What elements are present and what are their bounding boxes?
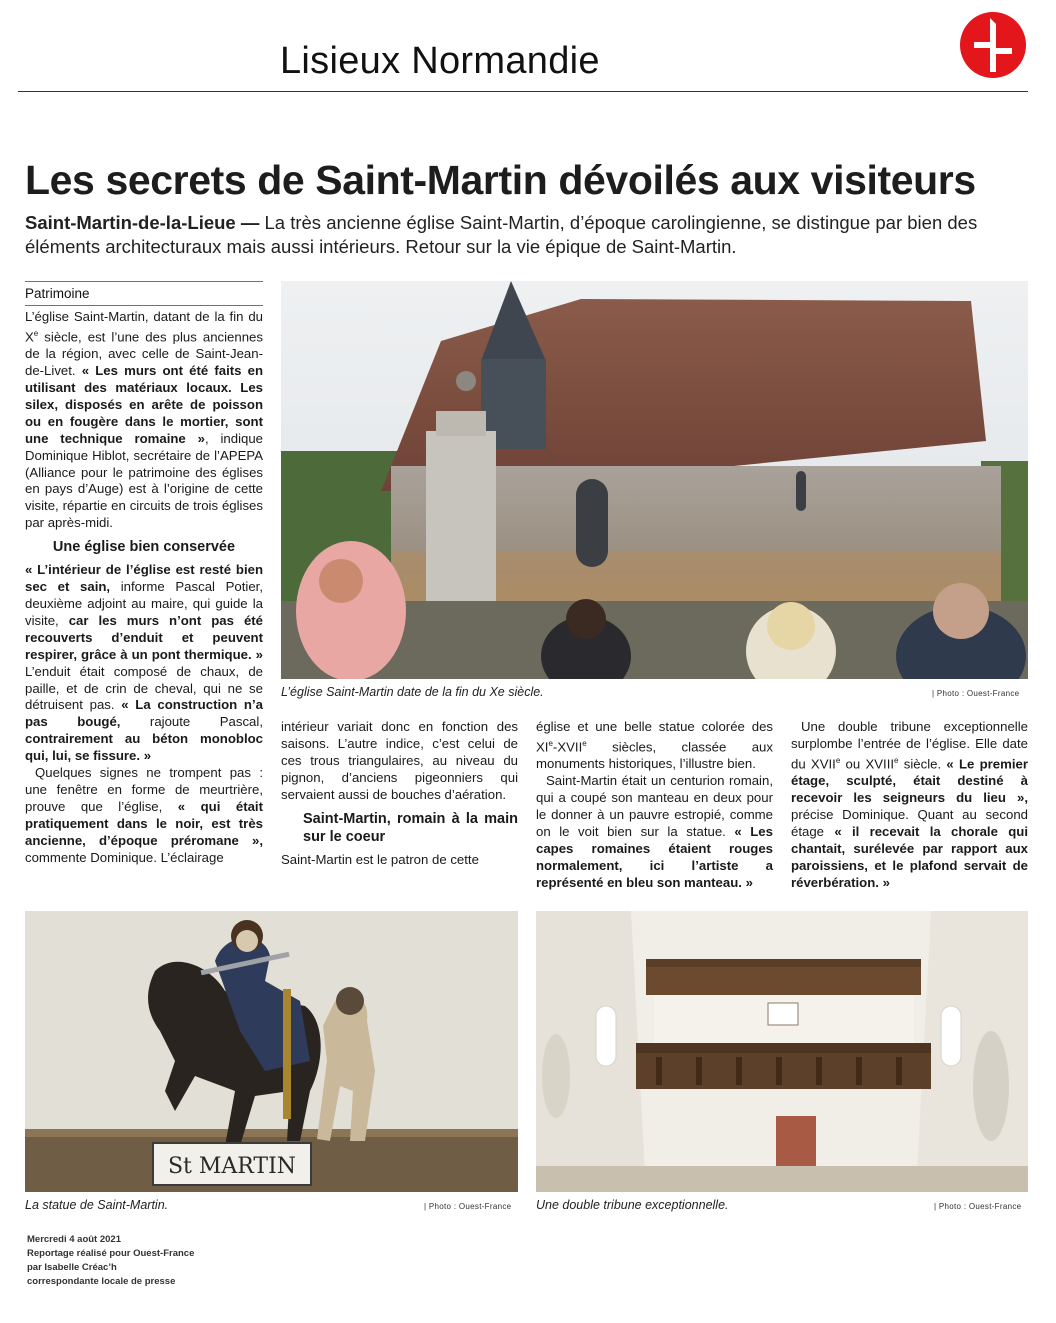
standfirst-text: La très ancienne église Saint-Martin, d’époque carolingienne, se distingue par bien des éléments architecturaux mais aussi intérieurs. Retour sur la vie épique de Saint-Martin.: [25, 212, 978, 257]
subheading: Saint-Martin, romain à la main sur le coeur: [303, 810, 518, 845]
footer-role: correspondante locale de presse: [27, 1276, 176, 1287]
dateline: Saint-Martin-de-la-Lieue —: [25, 212, 260, 233]
tribune-photo-credit: | Photo : Ouest-France: [934, 1202, 1022, 1211]
article-headline: Les secrets de Saint-Martin dévoilés aux visiteurs: [25, 157, 976, 203]
statue-plaque-text: St MARTIN: [167, 1154, 297, 1179]
church-exterior-photo: [281, 281, 1028, 679]
paragraph: intérieur variait donc en fonction des saisons. L’autre indice, c’est celui de ces trous triangulaires, au niveau du pignon, d’anciens pigeonniers qui servaient aussi de bouches d’aération.: [281, 719, 518, 802]
footer-report: Reportage réalisé pour Ouest-France: [27, 1248, 195, 1259]
article-standfirst: [25, 211, 1025, 259]
rubric-underline: [25, 305, 263, 306]
masthead-title: Lisieux Normandie: [280, 40, 600, 82]
ouest-france-logo-icon: [960, 12, 1026, 78]
tribune-photo: [536, 911, 1028, 1192]
paragraph: Saint-Martin est le patron de cette: [281, 851, 479, 867]
article-column-1: [25, 309, 263, 866]
footer-date: Mercredi 4 août 2021: [27, 1234, 121, 1245]
article-column-4: [791, 719, 1028, 891]
statue-photo-credit: | Photo : Ouest-France: [424, 1202, 512, 1211]
article-column-2: [281, 719, 518, 868]
statue-photo-caption: La statue de Saint-Martin.: [25, 1198, 169, 1212]
paragraph: église et une belle statue colorée des XIe-XVIIe siècles, classée aux monuments historiques, l’illustre bien.: [536, 719, 773, 772]
masthead-rule: [18, 91, 1028, 92]
main-photo-credit: | Photo : Ouest-France: [932, 689, 1020, 698]
paragraph: Quelques signes ne trompent pas : une fenêtre en forme de meurtrière, prouve que l’église, « qui était pratiquement dans le noir, est très ancienne, d’époque préromane », commente Dominique. L’éclairage: [25, 765, 263, 865]
tribune-photo-caption: Une double tribune exceptionnelle.: [536, 1198, 729, 1212]
statue-photo: [25, 911, 518, 1192]
paragraph: L’église Saint-Martin, datant de la fin du Xe siècle, est l’une des plus anciennes de la région, avec celle de Saint-Jean-de-Livet. « Les murs ont été faits en utilisant des matériaux locaux. Les silex, disposés en arête de poisson ou en fougère dans le mortier, sont une technique romaine », indique Dominique Hiblot, secrétaire de l’APEPA (Alliance pour le patrimoine des églises en pays d’Auge) est à l’origine de cette visite, répartie en circuits de trois églises par après-midi.: [25, 309, 264, 531]
subheading: Une église bien conservée: [52, 539, 236, 556]
rubric-rule: [25, 281, 263, 282]
article-column-3: [536, 719, 773, 891]
paragraph: « L’intérieur de l’église est resté bien sec et sain, informe Pascal Potier, deuxième adjoint au maire, qui guide la visite, car les murs n’ont pas été recouverts d’enduit et peuvent respirer, grâce à un pont thermique. » L’enduit était composé de chaux, de paille, et de crin de cheval, qui ne se détruisent pas. « La construction n’a pas bougé, rajoute Pascal, contrairement au béton monobloc qui, lui, se fissure. »: [25, 562, 263, 764]
rubric-label: Patrimoine: [25, 286, 90, 301]
paragraph: Une double tribune exceptionnelle surplombe l’entrée de l’église. Elle date du XVIIe ou XVIIIe siècle. « Le premier étage, sculpté, était destiné à recevoir les seigneurs du lieu », précise Dominique. Quant au second étage « il recevait la chorale qui chantait, surélevée par rapport aux paroissiens, et le plafond servait de réverbération. »: [791, 719, 1028, 890]
footer-author: par Isabelle Créac’h: [27, 1262, 117, 1273]
article-footer: [27, 1233, 194, 1289]
paragraph: Saint-Martin était un centurion romain, qui a coupé son manteau en deux pour le donner à un pauvre estropié, comme on le voit bien sur la statue. « Les capes romaines étaient rouges normalement, ici l’artiste a représenté en bleu son manteau. »: [536, 773, 773, 890]
main-photo-caption: L’église Saint-Martin date de la fin du Xe siècle.: [281, 685, 544, 699]
